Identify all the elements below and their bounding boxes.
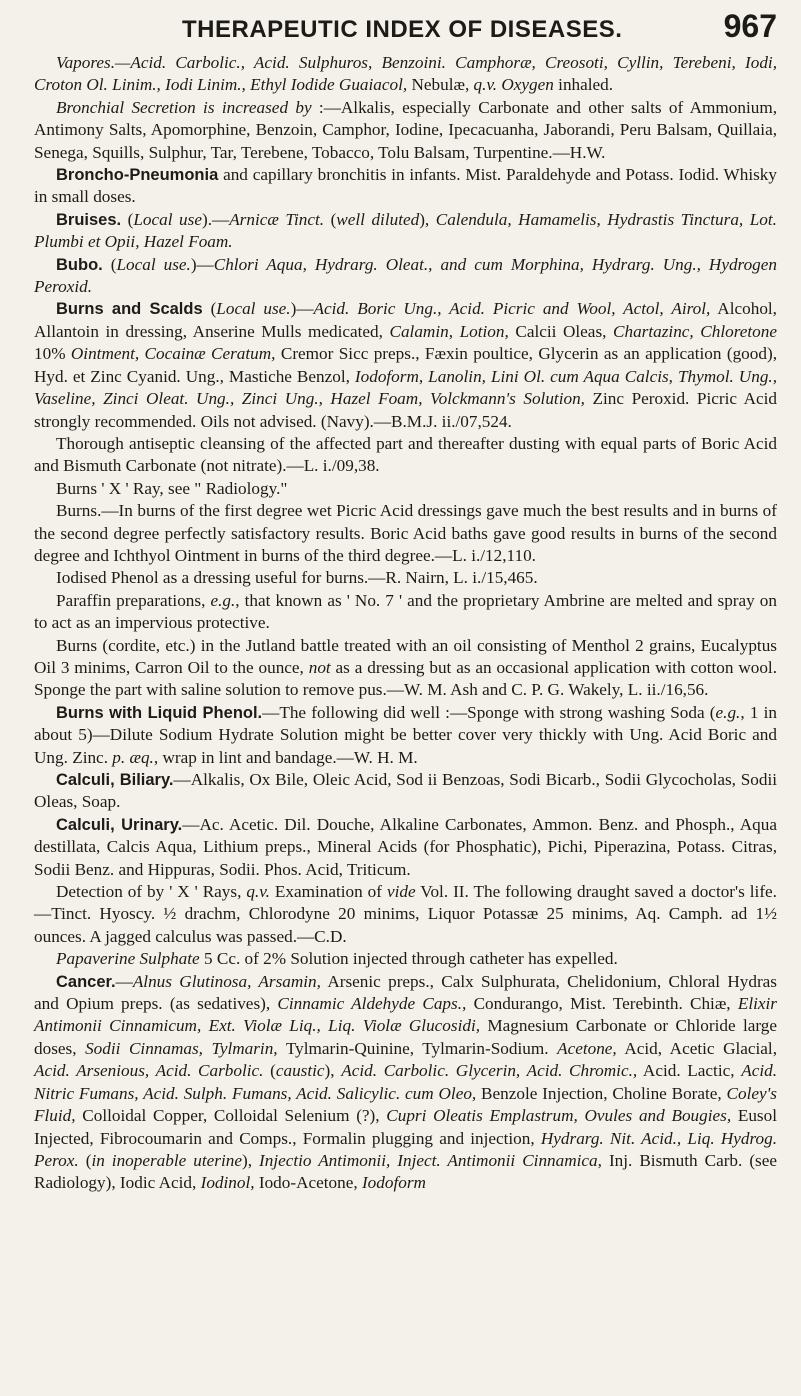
entry-text: Iodised Phenol as a dressing useful for burns.—R. Nairn, L. i./15,465. (56, 568, 538, 588)
italic-text: e.g. (715, 702, 741, 722)
italic-text: q.v. (246, 882, 270, 902)
italic-text: Cupri Oleatis Emplastrum, Ovules and Bougies, (386, 1106, 732, 1126)
entry-text: and capillary bronchitis in infants. Mist. Paraldehyde and Potass. Iodid. Whisky in small doses. (34, 165, 777, 207)
entry-text: 5 Cc. of 2% Solution injected through catheter has expelled. (199, 949, 618, 969)
italic-text: p. æq. (112, 747, 154, 767)
italic-text: Iodinol, (200, 1173, 255, 1193)
italic-text: Local use. (216, 299, 291, 319)
entry-text: Examination of (269, 882, 387, 902)
italic-text: Local use. (116, 254, 191, 274)
italic-text: Local use (133, 209, 202, 229)
index-entry (34, 298, 777, 432)
entry-text: inhaled. (553, 75, 614, 95)
entry-heading: Bruises. (56, 210, 122, 229)
italic-text: Elixir Antimonii Cinnamicum, Ext. Violæ Liq., Liq. Violæ Glucosidi, (34, 994, 777, 1036)
entry-text: Burns (cordite, etc.) in the Jutland battle treated with an oil consisting of Menthol 2 grains, Eucalyptus Oil 3 minims, Carron Oil to the ounce, (34, 635, 777, 677)
italic-text: Sodii Cinnamas, Tylmarin, (85, 1038, 278, 1058)
entry-text: ).— (201, 209, 230, 229)
entry-text: Arsenic preps., Calx Sulphurata, Chelidonium, Chloral Hydras and Opium preps. (as sedatives), (34, 971, 777, 1014)
italic-text: Acid. Carbolic. Glycerin, Acid. Chromic., (341, 1061, 638, 1081)
entry-text: Condurango, Mist. Terebinth. Chiæ, (466, 994, 738, 1014)
index-entry (34, 567, 777, 589)
entry-text: Iodo-Acetone, (254, 1173, 362, 1193)
italic-text: Ointment, Cocainæ Ceratum, (70, 344, 276, 364)
italic-text: Coley's Fluid, (34, 1083, 777, 1126)
index-entry (34, 97, 777, 164)
italic-text: Cinnamic Aldehyde Caps., (277, 994, 467, 1014)
index-entry (34, 209, 777, 254)
italic-text: vide (386, 882, 416, 902)
entry-text: Burns ' X ' Ray, see " Radiology." (56, 478, 288, 498)
entry-text: —Ac. Acetic. Dil. Douche, Alkaline Carbonates, Ammon. Benz. and Phosph., Aqua destillata, Calcis Aqua, Lithium preps., Mineral Acids (for Phosphatic), Pichi, Piperazina, Potass. Citras, Sodii Benz. and Hippuras, Sodii. Phos. Acid, Triticum. (34, 814, 778, 879)
italic-text: e.g. (210, 590, 236, 610)
index-entry (34, 254, 777, 299)
entry-text: ), (241, 1150, 259, 1170)
entry-text: Acid, Acetic Glacial, (616, 1038, 778, 1058)
index-entry (34, 433, 777, 478)
italic-text: Iodoform, Lanolin, Lini Ol. cum Aqua Calcis, Thymol. Ung., Vaseline, Zinci Oleat. Ung., Zinci Ung., Hazel Foam, Volckmann's Solution, (34, 366, 778, 409)
entry-text: Eusol Injected, Fibrocoumarin and Comps., Formalin plugging and injection, (34, 1106, 777, 1148)
entry-text: Zinc Peroxid. Picric Acid strongly recommended. Oils not advised. (Navy).—B.M.J. ii./07,524. (34, 389, 778, 431)
italic-text: Chartazinc, Chloretone (613, 321, 777, 341)
italic-text: Calendula, Hamamelis, Hydrastis Tinctura, Lot. Plumbi et Opii, Hazel Foam. (34, 209, 777, 252)
entry-text: Vol. II. The following draught saved a doctor's life.—Tinct. Hyoscy. ½ drachm, Chlorodyne 20 minims, Liquor Potassæ 25 minims, Aq. Camph. ad 1½ ounces. A jagged calculus was passed.—C.D. (34, 882, 777, 946)
entry-text: ), (324, 1061, 342, 1081)
italic-text: Arnicæ Tinct. (229, 209, 325, 229)
index-entry (34, 500, 777, 567)
entry-text: Burns.—In burns of the first degree wet Picric Acid dressings gave much the best results and in burns of the second degree perfectly satisfactory results. Boric Acid baths gave good results in burns of the second degree and Ichthyol Ointment in burns of the third degree.—L. i./12,110. (34, 501, 777, 565)
entry-text: Cremor Sicc preps., Fæxin poultice, Glycerin as an application (good), Hyd. et Zinc Cyanid. Ung., Mastiche Benzol, (34, 344, 777, 386)
entry-text: Magnesium Carbonate or Chloride large doses, (34, 1016, 777, 1058)
entry-text: —The following did well :—Sponge with strong washing Soda ( (262, 702, 716, 722)
index-entries (34, 52, 777, 1195)
entry-heading: Calculi, Urinary. (56, 815, 183, 834)
entry-text: Benzole Injection, Choline Borate, (476, 1083, 727, 1103)
italic-text: not (308, 657, 331, 677)
index-entry (34, 478, 777, 500)
italic-text: Papaverine Sulphate (56, 949, 200, 969)
entry-heading: Broncho-Pneumonia (56, 166, 219, 185)
entry-text: , wrap in lint and bandage.—W. H. M. (153, 747, 418, 767)
entry-text: Nebulæ, (407, 75, 474, 95)
italic-text: Alnus Glutinosa, Arsamin, (132, 971, 321, 991)
italic-text: Acid. Nitric Fumans, Acid. Sulph. Fumans, Acid. Salicylic. cum Oleo, (34, 1061, 777, 1103)
entry-text: Detection of by ' X ' Rays, (56, 882, 247, 902)
entry-heading: Bubo. (56, 255, 103, 274)
index-entry (34, 52, 777, 97)
entry-text: Alcohol, Allantoin in dressing, Anserine Mulls medicated, (34, 299, 777, 341)
index-entry (34, 948, 777, 970)
index-entry (34, 635, 777, 702)
entry-heading: Burns with Liquid Phenol. (56, 703, 263, 722)
entry-text: )— (190, 254, 214, 274)
page-title: THERAPEUTIC INDEX OF DISEASES. (182, 16, 623, 43)
entry-text: —Alkalis, Ox Bile, Oleic Acid, Sod ii Benzoas, Sodi Bicarb., Sodii Glycocholas, Sodii Oleas, Soap. (34, 770, 777, 812)
entry-text: Colloidal Copper, Colloidal Selenium (?), (75, 1106, 387, 1126)
entry-text: , 1 in about 5)—Dilute Sodium Hydrate Solution might be better cover very thickly with Ung. Acid Boric and Ung. Zinc. (34, 702, 777, 767)
entry-text: :—Alkalis, especially Carbonate and other salts of Ammonium, Antimony Salts, Apomorphine, Benzoin, Camphor, Iodine, Ipecacuanha, Jaborandi, Peru Balsam, Quillaia, Senega, Squills, Sulphur, Tar, Terebene, Tobacco, Tolu Balsam, Turpentine.—H.W. (34, 97, 777, 162)
index-entry (34, 702, 777, 769)
running-header (34, 8, 777, 52)
entry-text: , that known as ' No. 7 ' and the proprietary Ambrine are melted and spray on to act as an impervious protective. (34, 590, 777, 633)
entry-text: Acid. Lactic, (637, 1061, 742, 1081)
index-entry (34, 769, 777, 814)
entry-text: )— (290, 299, 314, 319)
italic-text: well diluted (336, 209, 420, 229)
entry-heading: Cancer. (56, 972, 116, 991)
italic-text: Bronchial Secretion is increased by (56, 97, 312, 117)
italic-text: Injectio Antimonii, Inject. Antimonii Cinnamica, (259, 1150, 602, 1170)
entry-text: ( (121, 209, 134, 229)
italic-text: Vapores.—Acid. Carbolic., Acid. Sulphuros, Benzoini. Camphoræ, Creosoti, Cyllin, Terebeni, Iodi, Croton Ol. Linim., Iodi Linim., Ethyl Iodide Guaiacol, (34, 53, 777, 95)
page-number: 967 (723, 8, 777, 44)
italic-text: Calamin, Lotion, (389, 321, 509, 341)
index-entry (34, 971, 777, 1195)
italic-text: Acetone, (557, 1038, 617, 1058)
entry-text: ), (419, 209, 436, 229)
entry-text: ( (263, 1061, 276, 1081)
entry-text: — (115, 971, 133, 991)
entry-text: ( (102, 254, 117, 274)
italic-text: Acid. Boric Ung., Acid. Picric and Wool, Actol, Airol, (313, 299, 711, 319)
entry-text: 10% (34, 344, 71, 364)
entry-text: Paraffin preparations, (56, 590, 211, 610)
index-entry (34, 164, 777, 209)
entry-text: ( (202, 299, 217, 319)
entry-text: Inj. Bismuth Carb. (see Radiology), Iodic Acid, (34, 1150, 777, 1193)
italic-text: Iodoform (361, 1173, 426, 1193)
italic-text: Hydrarg. Nit. Acid., Liq. Hydrog. Perox. (34, 1128, 777, 1170)
entry-heading: Burns and Scalds (56, 300, 203, 319)
italic-text: q.v. Oxygen (473, 75, 554, 95)
index-entry (34, 814, 777, 881)
entry-text: Thorough antiseptic cleansing of the affected part and thereafter dusting with equal parts of Boric Acid and Bismuth Carbonate (not nitrate).—L. i./09,38. (34, 433, 777, 476)
entry-text: Tylmarin-Quinine, Tylmarin-Sodium. (277, 1038, 558, 1058)
italic-text: Acid. Arsenious, Acid. Carbolic. (34, 1061, 264, 1081)
index-entry (34, 881, 777, 948)
entry-text: ( (324, 209, 337, 229)
italic-text: caustic (275, 1061, 325, 1081)
italic-text: Chlori Aqua, Hydrarg. Oleat., and cum Morphina, Hydrarg. Ung., Hydrogen Peroxid. (34, 254, 777, 297)
italic-text: in inoperable uterine (91, 1150, 242, 1170)
entry-text: as a dressing but as an occasional application with cotton wool. Sponge the part with saline solution to remove pus.—W. M. Ash and C. P. G. Wakely, L. ii./16,56. (34, 657, 777, 700)
entry-heading: Calculi, Biliary. (56, 771, 174, 789)
entry-text: ( (78, 1150, 92, 1170)
index-entry (34, 590, 777, 635)
entry-text: Calcii Oleas, (508, 321, 614, 341)
